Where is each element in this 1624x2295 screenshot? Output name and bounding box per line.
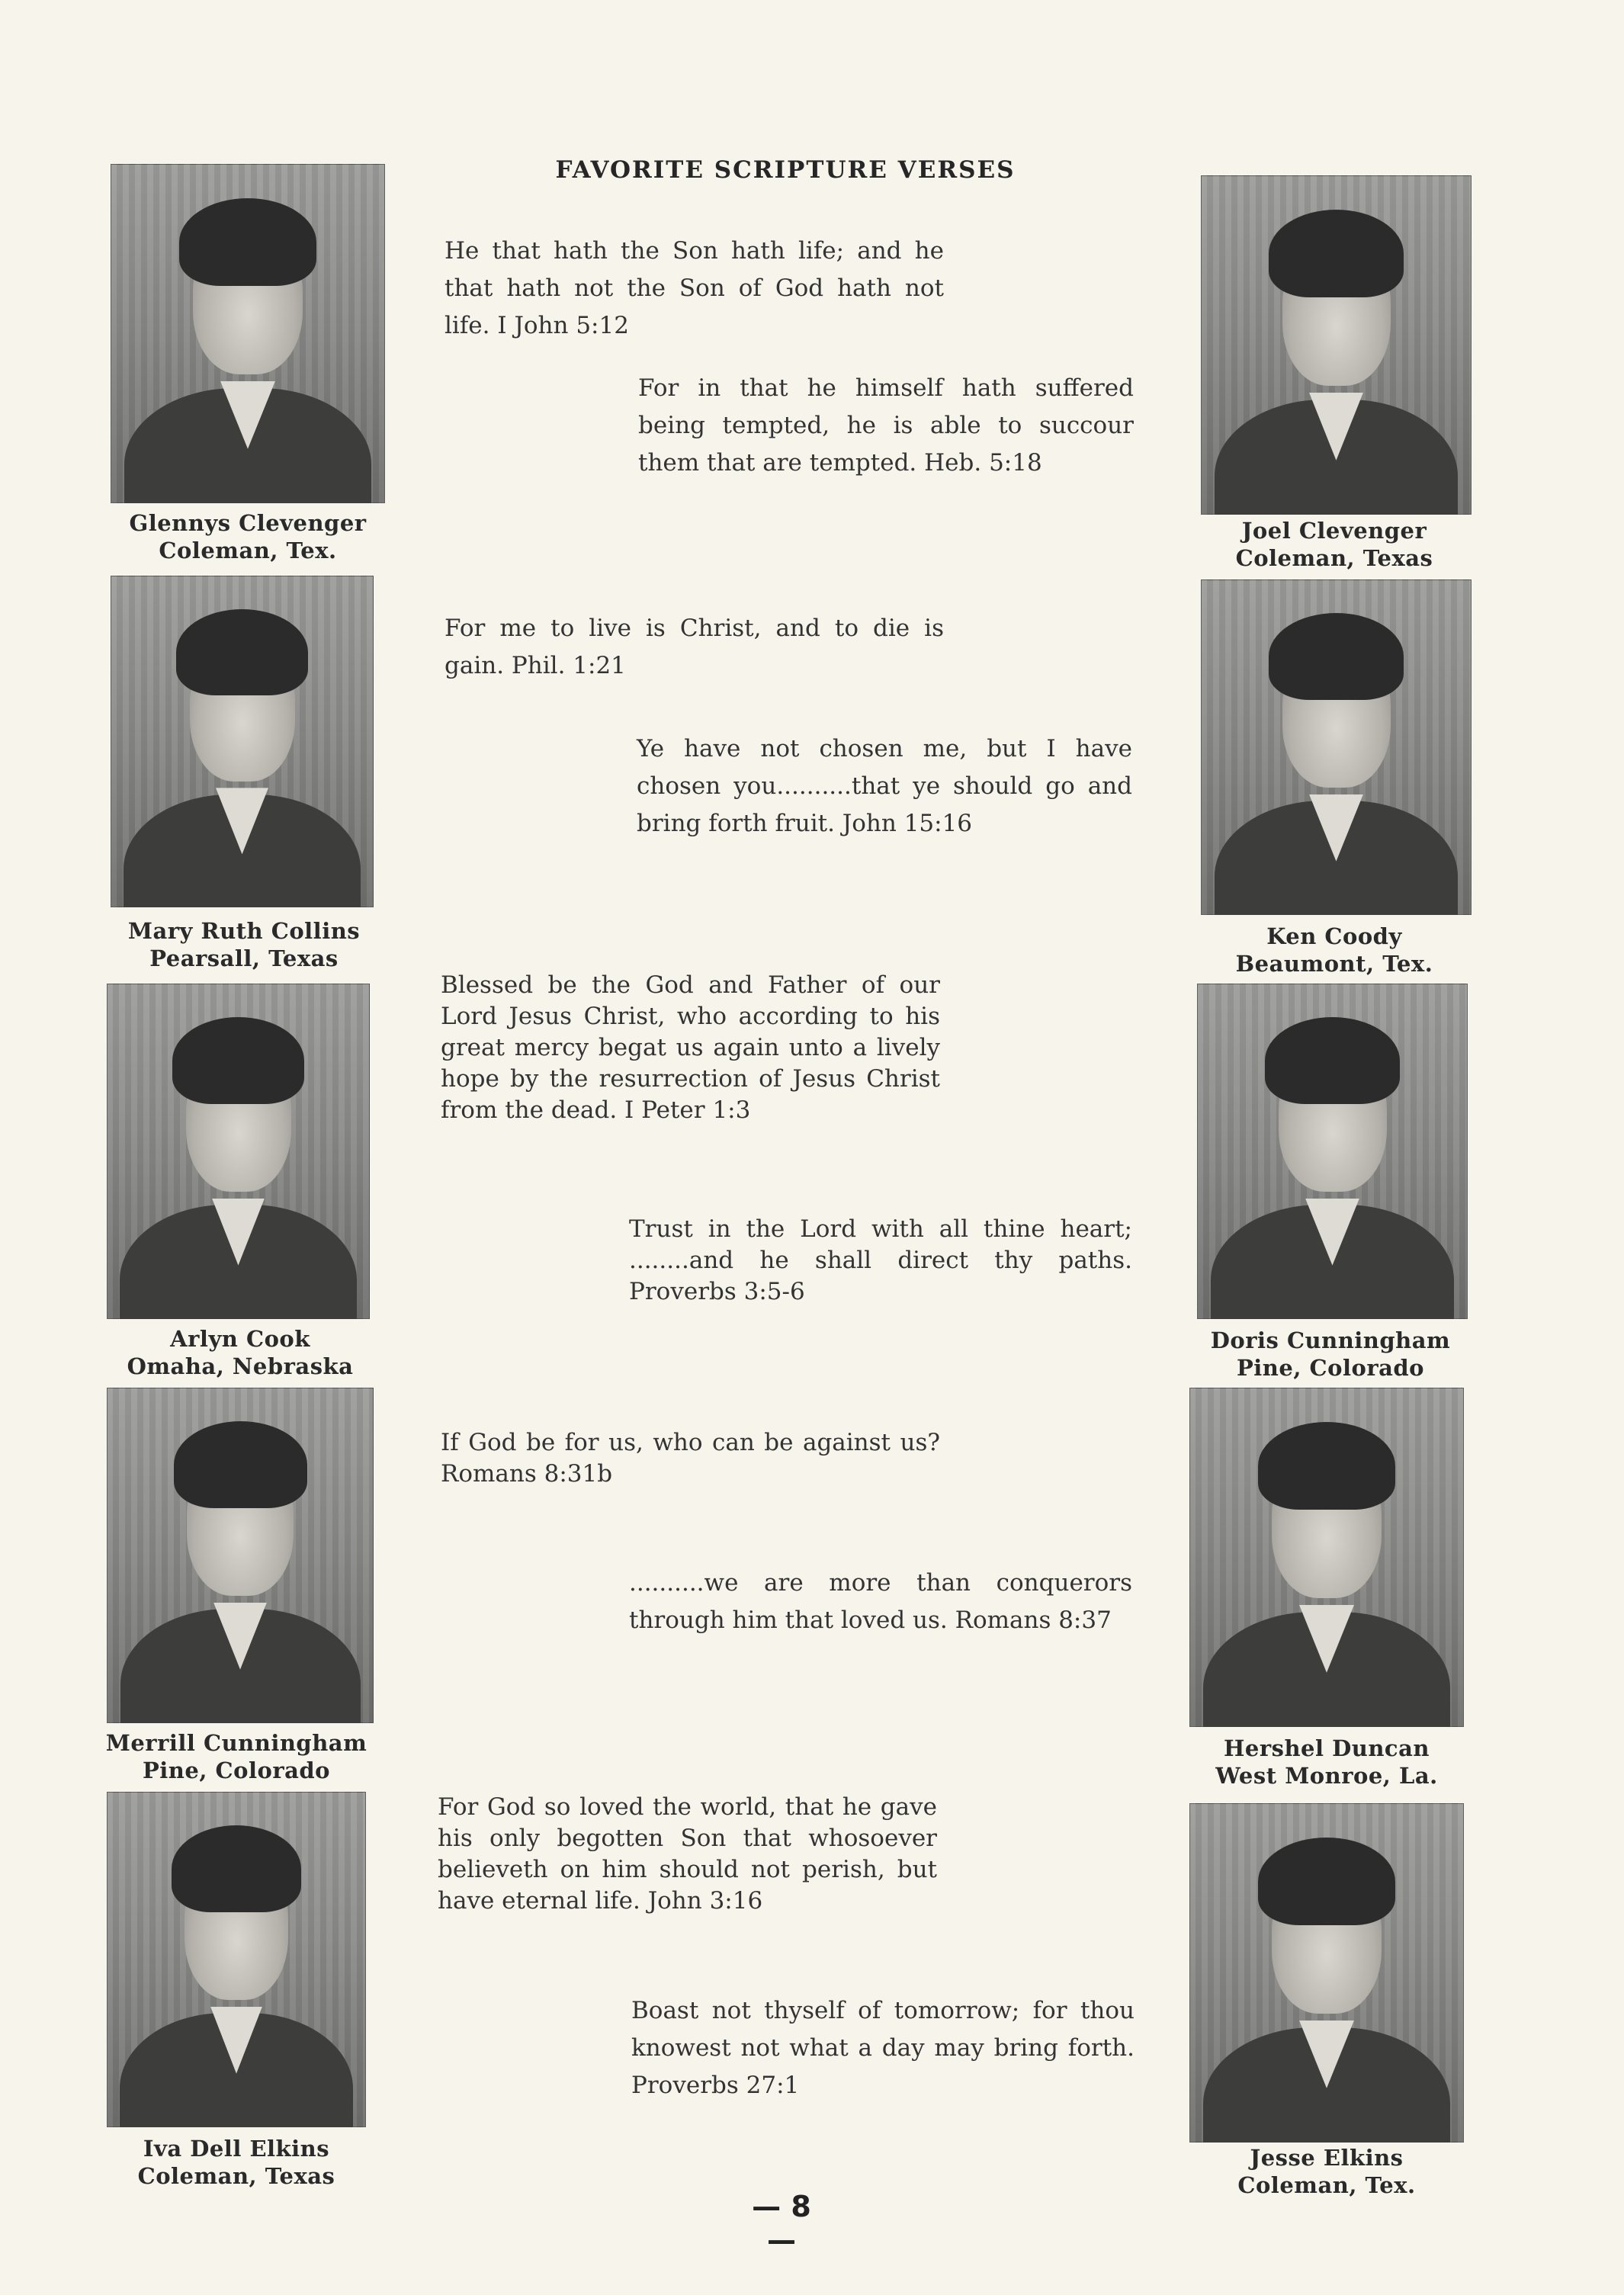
scripture-verse: He that hath the Son hath life; and he that hath not the Son of God hath not life. I John 5:12 (445, 237, 944, 339)
person-location: Coleman, Texas (1235, 545, 1433, 571)
person-caption (1159, 1735, 1494, 1789)
person-caption (1159, 2144, 1494, 2199)
person-location: Pearsall, Texas (149, 945, 339, 971)
person-location: Coleman, Texas (137, 2163, 335, 2189)
person-location: West Monroe, La. (1215, 1763, 1438, 1789)
person-name: Glennys Clevenger (129, 510, 367, 536)
person-name: Doris Cunningham (1210, 1327, 1451, 1353)
portrait-photo (1189, 1803, 1464, 2143)
portrait-photo (111, 164, 385, 503)
person-caption (1163, 1327, 1498, 1382)
person-name: Arlyn Cook (170, 1326, 310, 1352)
portrait-photo (1201, 175, 1472, 515)
portrait-photo (1197, 984, 1468, 1319)
scripture-verse: Ye have not chosen me, but I have chosen you..........that ye should go and bring forth fruit. John 15:16 (637, 735, 1132, 837)
person-caption (80, 509, 416, 564)
scripture-verse: For God so loved the world, that he gave his only begotten Son that whosoever believeth on him should not perish, but have eternal life. John 3:16 (438, 1793, 937, 1915)
person-location: Pine, Colorado (1236, 1355, 1425, 1381)
scripture-verse: For in that he himself hath suffered being tempted, he is able to succour them that are tempted. Heb. 5:18 (638, 374, 1134, 477)
person-location: Coleman, Tex. (159, 538, 337, 563)
person-name: Ken Coody (1266, 923, 1402, 949)
portrait-photo (107, 984, 370, 1319)
page-title: FAVORITE SCRIPTURE VERSES (555, 156, 1016, 184)
person-caption (72, 1325, 408, 1380)
portrait-photo (107, 1792, 366, 2127)
person-name: Hershel Duncan (1224, 1735, 1430, 1761)
person-location: Beaumont, Tex. (1235, 951, 1433, 977)
person-caption (1167, 517, 1502, 572)
person-location: Omaha, Nebraska (127, 1353, 354, 1379)
person-name: Iva Dell Elkins (143, 2136, 330, 2162)
page-number: — 8 — (752, 2190, 811, 2257)
person-name: Joel Clevenger (1241, 518, 1427, 544)
person-caption (69, 1729, 404, 1784)
scripture-verse: Trust in the Lord with all thine heart; ........and he shall direct thy paths. Proverbs 3:5-6 (629, 1215, 1132, 1305)
scripture-verse: For me to live is Christ, and to die is gain. Phil. 1:21 (445, 615, 944, 679)
scripture-verse: Boast not thyself of tomorrow; for thou knowest not what a day may bring forth. Proverbs 27:1 (631, 1997, 1135, 2099)
portrait-photo (1201, 579, 1472, 915)
scripture-verse: Blessed be the God and Father of our Lord Jesus Christ, who according to his great mercy begat us again unto a lively hope by the resurrection of Jesus Christ from the dead. I Peter 1:3 (441, 971, 940, 1124)
scripture-verse: If God be for us, who can be against us? Romans 8:31b (441, 1429, 940, 1488)
portrait-photo (107, 1388, 374, 1723)
person-location: Pine, Colorado (142, 1757, 331, 1783)
person-caption (69, 2135, 404, 2190)
person-name: Mary Ruth Collins (127, 918, 361, 944)
portrait-photo (111, 576, 374, 907)
person-name: Merrill Cunningham (105, 1730, 367, 1756)
portrait-photo (1189, 1388, 1464, 1727)
person-name: Jesse Elkins (1250, 2145, 1404, 2171)
scripture-verse: ..........we are more than conquerors through him that loved us. Romans 8:37 (629, 1569, 1132, 1634)
person-caption (1167, 923, 1502, 977)
person-location: Coleman, Tex. (1237, 2172, 1416, 2198)
person-caption (76, 917, 412, 972)
